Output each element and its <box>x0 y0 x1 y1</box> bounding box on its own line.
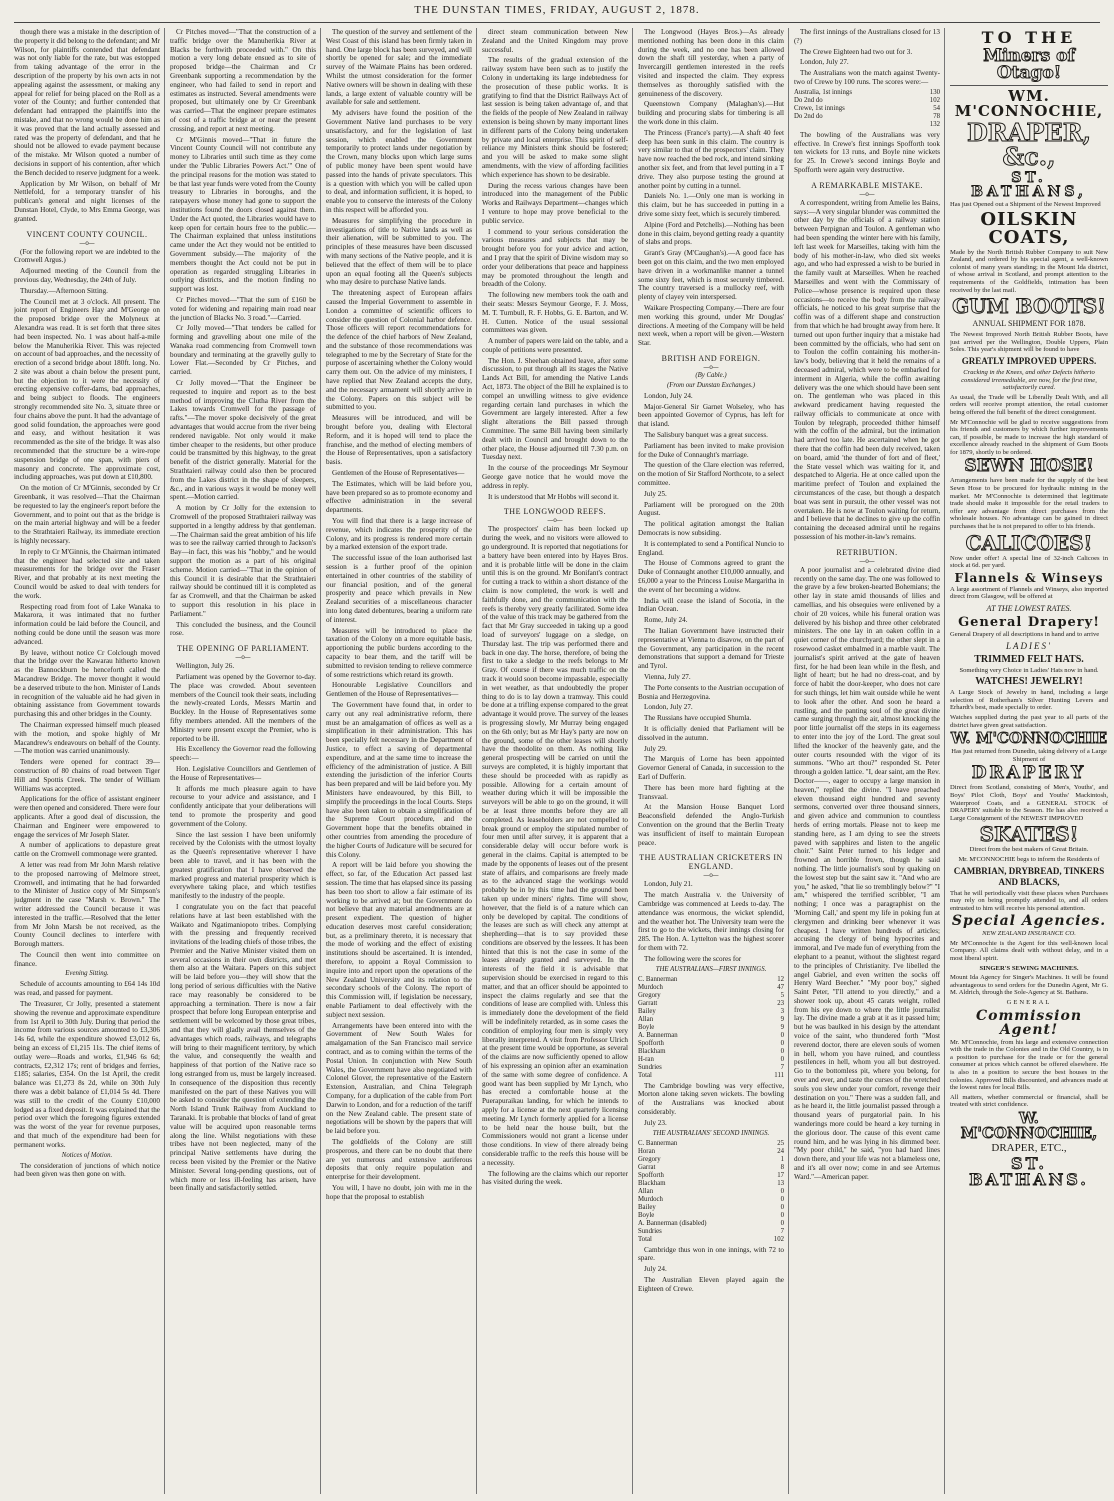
article-paragraph: Waikare Prospecting Company.—There are four men working this ground, under Mr Douglas' directions. A meeting of the Company will be held next week, when a report will be given.—Western Star. <box>638 303 784 348</box>
ad-improved-note: Cracking in the Knees, and other Defects hitherto considered irremediable, are now, for the first time, satisfactorily cured. <box>961 368 1097 392</box>
score-row <box>794 121 940 129</box>
article-paragraph: The Crewe Eighteen had two out for 3. <box>800 47 913 56</box>
player-score: 0 <box>780 1039 784 1047</box>
player-name: Bailey <box>638 1203 656 1211</box>
article-paragraph: Cr Pitches moved—"That the sum of £160 be voted for widening and repairing main road near the junction of Blacks No. 3 road."—Carried. <box>170 295 316 322</box>
article-paragraph: A report will be laid before you showing the effect, so far, of the Education Act passed last session. The time that has elapsed since its passing has been too short to allow a fair estimate of its working to be arrived at; but the Government do not believe that any material amendments are at present expedient. The question of higher education deserves most careful consideration; but, as a preliminary thereto, it is necessary that the mode of working and the effect of existing institutions should be ascertained. It is intended, therefore, to appoint a Royal Commission to inquire into and report upon the operations of the New Zealand University and its relation to the secondary schools of the Colony. The report of this Commission will, if legislation be necessary, enable Parliament to deal effectively with the subject next session. <box>326 861 472 1019</box>
player-name: H-ran <box>638 1055 654 1063</box>
article-paragraph: The Marquis of Lorne has been appointed Governor General of Canada, in succession to the Earl of Dufferin. <box>638 755 784 781</box>
player-score: 1 <box>780 1155 784 1163</box>
heading-ornament: —o— <box>859 190 875 198</box>
column-2 <box>170 28 321 1494</box>
article-paragraph: The Longwood (Hayes Bros.)—As already mentioned nothing has been done in this claim during the week, and no one has been allowed down the shaft till yesterday, when a party of Invercargill gentlemen interested in the reefs visited and inspected the claim. They express themselves as thoroughly satisfied with the genuineness of the discovery. <box>638 28 784 98</box>
score-row <box>794 97 940 105</box>
player-score: 17 <box>777 1171 784 1179</box>
score-row <box>638 1064 784 1072</box>
article-paragraph: London, July 24. <box>644 391 693 400</box>
score-row <box>638 1196 784 1204</box>
player-score: 0 <box>780 1055 784 1063</box>
article-heading: VINCENT COUNTY COUNCIL. <box>26 229 148 239</box>
player-name <box>794 121 918 129</box>
article-paragraph: The Australian Eleven played again the Eighteen of Crewe. <box>638 1275 784 1293</box>
article-paragraph: It is contemplated to send a Pontifical Nuncio to England. <box>638 539 784 557</box>
player-score: 0 <box>780 1047 784 1055</box>
player-score: 102 <box>773 1235 784 1243</box>
ad-watches-heading: WATCHES! JEWELRY! <box>975 676 1083 688</box>
score-row <box>638 1204 784 1212</box>
article-paragraph: On the motion of Cr M'Ginnis, seconded by Cr Greenbank, it was resolved—That the Chairman be requested to lay the engineer's report before the Government, and to point out that as the bridge is on the main arterial highway and will be a feeder to the Strathtaieri Railway, its immediate erection is highly necessary. <box>14 484 160 546</box>
player-name: Blackham <box>638 1047 666 1055</box>
ad-drapery-heading: DRAPERY <box>971 763 1087 784</box>
article-paragraph: I commend to your serious consideration the various measures and subjects that may be brought before you for your advice and action, and I pray that the spirit of Divine wisdom may so order your deliberations that peace and happiness may be promoted throughout the length and breadth of the Colony. <box>482 227 628 289</box>
score-row <box>638 1016 784 1024</box>
article-paragraph: Daniels No. 1.—Only one man is working in this claim, but he has succeeded in putting in a drive some sixty feet, which is securely timbered. <box>638 192 784 218</box>
ad-suggestions-text: Mr M'Connochie will be glad to receive suggestions from his friends and customers by which further improvements can, if possible, be made to increase the high standard of excellence already reached in the shipment of Gum Boots for 1879, shortly to be ordered. <box>950 418 1108 456</box>
article-paragraph: Honourable Legislative Councillors and Gentlemen of the House of Representatives— <box>326 681 472 699</box>
article-paragraph: July 23. <box>644 1118 667 1127</box>
score-row <box>638 1048 784 1056</box>
article-paragraph: Tenders were opened for contract 39—construction of 80 chains of road between Tiger Hill and Spottis Creek. The tender of William Williams was accepted. <box>14 758 160 793</box>
article-paragraph: It is officially denied that Parliament will be dissolved in the autumn. <box>638 724 784 742</box>
article-paragraph: July 29. <box>644 744 667 753</box>
ad-opened-text: Has just Opened out a Shipment of the Newest Improved <box>950 201 1101 208</box>
heading-ornament: —o— <box>703 872 719 880</box>
column-5 <box>638 28 789 1494</box>
player-name: Sundries <box>638 1227 662 1235</box>
score-row <box>638 1164 784 1172</box>
ad-sewn-hose-text: Arrangements have been made for the supply of the best Sewn Hose to be procured for hydraulic mining in the market. Mr M'Connochie is determined that legitimate trade should make it impossible for the retail traders to offer any advantage from direct purchases from the wholesale houses. No advantage can be gained in direct purchases that he is not prepared to offer to his friends. <box>950 477 1108 531</box>
article-paragraph: I congratulate you on the fact that peaceful relations have at last been established with the Waikato and Ngatimaniopoto tribes. Complying with the pressing and frequently received invitations of the leading chiefs of those tribes, the Premier and the Native Minister visited them on several occasions in their own districts, and met them also at the Waitara. Papers on this subject will be laid before you—they will show that the long period of serious difficulties with the Native race may reasonably be considered to be approaching a termination. There is now a fair prospect that before long European enterprise and settlement will be welcomed by those great tribes, and that they will gladly avail themselves of the advantages which roads, railways, and telegraphs will bring to their magnificent territory, by which the value, and consequently the wealth and happiness of that portion of the Native race so long estranged from us, must be largely increased. In consequence of the disposition thus recently manifested on the part of these Natives you will be asked to consider the question of extending the North Island Trunk Railway from Auckland to Taranaki. It is probable that blocks of land of great value will be acquired upon reasonable terms along the line. Whilst negotiations with these tribes have not been neglected, many of the principal Native settlements have during the recess been visited by the Premier or the Native Minister. Several long-pending questions, out of which more or less ill-feeling has arisen, have been finally and satisfactorily settled. <box>170 902 316 1193</box>
article-paragraph: At the Mansion House Banquet Lord Beaconsfield defended the Anglo-Turkish Convention on the ground that the Berlin Treaty was insufficient of itself to maintain European peace. <box>638 803 784 847</box>
player-score: 0 <box>780 1195 784 1203</box>
player-name: Allan <box>638 1187 654 1195</box>
player-name: Bailey <box>638 1007 656 1015</box>
player-name: Crewe, 1st innings <box>794 104 845 112</box>
heading-ornament: —o— <box>235 654 251 662</box>
article-paragraph: Parliament was opened by the Governor to-day. The place was crowded. About seventeen members of the Council took their seats, including the newly-created Lords, Messrs Martin and Buckley. In the House of Representatives some fifty members attended. All the members of the Ministry were present except the Premier, who is reported to be ill. <box>170 672 316 743</box>
article-paragraph: (For the following report we are indebted to the Cromwell Argus.) <box>14 247 160 265</box>
ad-improved-heading: GREATLY IMPROVED UPPERS. <box>961 355 1097 366</box>
player-score: 47 <box>777 983 784 991</box>
article-paragraph: You will find that there is a large increase of revenue, which indicates the prosperity of the Colony, and its progress is rendered more certain by a marked extension of the export trade. <box>326 517 472 552</box>
player-score: 130 <box>929 88 940 96</box>
player-name: Murdoch <box>638 1195 663 1203</box>
article-paragraph: Gentlemen of the House of Representatives— <box>332 469 465 478</box>
player-score: 24 <box>777 1147 784 1155</box>
article-paragraph: The match Australia v. the University of Cambridge was commenced at Leeds to-day. The attendance was enormous, the wicket splendid, and the weather hot. The University team were the first to go to the wickets, their innings closing for 285. The Hon. A. Lyttelton was the highest scorer for them with 72. <box>638 891 784 952</box>
article-paragraph: Wellington, July 26. <box>176 662 235 671</box>
player-name: Spofforth <box>638 1039 664 1047</box>
article-paragraph: The House of Commons agreed to grant the Duke of Connaught another £10,000 annually, and £6,000 a year to the Princess Louise Margaritha in the event of her becoming a widow. <box>638 559 784 594</box>
ad-watches-note: Watches supplied during the past year to all parts of the district have given great satisfaction. <box>950 713 1108 729</box>
player-score: 23 <box>777 999 784 1007</box>
article-paragraph: The question of the survey and settlement of the West Coast of this island has been firmly taken in hand. One large block has been surveyed, and will shortly be opened for sale; and the immediate survey of the Waimate Plains has been ordered. Whilst the utmost consideration for the former Native owners will be shown in dealing with these lands, a large extent of valuable country will be available for sale and settlement. <box>326 28 472 107</box>
player-score: 132 <box>929 120 940 128</box>
article-paragraph: A poor journalist and a celebrated divine died recently on the same day. The one was followed to the grave by a few broken-hearted Bohemians; the other lay in state amid thousands of lilies and camellias, and his obsequies were enlivened by a choir of 20 voices, while his funeral oration was delivered by his bishop and three other celebrated ministers. The one lay in an oaken coffin in a quiet corner of the churchyard; the other slept in a rosewood casket embalmed in a marble vault. The journalist's spirit arrived at the gate of heaven first, for he had been lean while in the flesh, and light of heart; but he had no dress-coat, and by force of habit the door-keeper, who does not care for such things, let him wait outside while he went to look after the other. And soon he heard a rustling, and the panting soul of the great divine came surging through the air, almost knocking the poor little journalist off the steps in its eagerness to enter into the joy of the Lord. The great soul lifted the knocker of the heavenly gate, and the outer courts resounded with the vigor of its summons. "Who art thou?" responded St. Peter through a golden lattice. "I, dear saint, am the Rev. Doctor——, eager to occupy a large mansion in heaven," replied the divine. "I have preached eleven thousand eight hundred and seventy sermons, converted over three thousand sinners, and given advice and communion to countless herds of erring mortals. Please not to keep me standing here, as I am dying to see the streets paved with sapphires and listen to the angelic choir." Saint Peter turned to his ledger and frowned an horrible frown, though he said nothing. The little journalist's soul by quaking on the lowest step but the saint saw it. "And who are you," he asked, "that lie so tremblingly below?" "I am," whispered the terrified scribbler, "I am nothing; I once was a paragraphist on the 'Morning Call,' and spent my life in poking fun at clergymen and drinking beer whenever it was cheapest. I have written hundreds of articles; accusing the clergy of being hypocrites and immoral, and I've made fun of everything from the elephant to a peanut, without the slightest regard to the principles of Christianity. I've libelled the angel Gabriel, and even written the socks off Henry Ward Beecher." "My poor boy," sighed Saint Peter, "I'll attend to you directly," and a shower took up, about 45 carats weight, rolled from his eye down to where the little journalist lay. The divine made a grab at it as it passed him; but he was baulked in his design by the attendant voice of the saint, who thundered forth "Most reverend doctor, there are eleven souls of women in hell, whom you have ruined, and countless pestilences in hell, whom you all but destroyed. Go to the bottomless pit, where you belong, for ever and ever, and taste the curses of the wretched souls you slew under your comfort, revenge their destination on you." There was a sudden fall, and as he heard it, the little journalist passed through a thousand years of purgatorial pain. In his wanderings more could be heard a key turning in the glorious door. The cause of this event came round him, and he was lying in his dimmed beer. "My poor child," he said, "you had hard lines down there, and your life was not a blameless one, and it's all over now; come in and see Artemus Ward."—American paper. <box>794 565 940 1181</box>
article-paragraph: The Australians won the match against Twenty-two of Crewe by 100 runs. The scores were:— <box>794 69 940 86</box>
article-paragraph: A number of papers were laid on the table, and a couple of petitions were presented. <box>482 337 628 354</box>
score-row <box>638 984 784 992</box>
ad-calicoes-text: Now under offer! A special line of 32-inch Calicoes in stock at 6d. per yard. <box>950 554 1108 570</box>
article-paragraph: Adjourned meeting of the Council from the previous day, Wednesday, the 24th of July. <box>14 267 160 284</box>
heading-ornament: —o— <box>703 363 719 371</box>
article-paragraph: The Princess (France's party).—A shaft 40 feet deep has been sunk in this claim. The country is very similar to that of the prospectors' claim. They have now reached the bed rock, and intend sinking another six feet, and from that level putting in a T drive. They also purpose testing the ground at another point by cutting in a tunnel. <box>638 128 784 190</box>
ad-returned-text: Has just returned from Dunedin, taking delivery of a Large Shipment of <box>951 748 1107 763</box>
article-paragraph: Measures will be introduced to place the taxation of the Colony on a more equitable basis, apportioning the public burdens according to the capacity to bear them, and the tariff will be submitted to revision tending to relieve commerce of some restrictions which retard its growth. <box>326 626 472 679</box>
ad-divider <box>950 85 1108 86</box>
article-paragraph: London, July 27. <box>644 703 693 712</box>
ad-flannels-heading: Flannels & Winseys <box>954 570 1104 585</box>
player-name: A. Bannerman (disabled) <box>638 1219 707 1227</box>
article-paragraph: The Chairman expressed himself much pleased with the motion, and spoke highly of Mr Macandrew's endeavours on behalf of the County.—The motion was carried unanimously. <box>14 720 160 756</box>
column-4 <box>482 28 633 1494</box>
player-name: Do 2nd do <box>794 96 823 104</box>
article-paragraph: In the course of the proceedings Mr Seymour George gave notice that he would move the address in reply. <box>482 464 628 490</box>
article-paragraph: A motion by Cr Jolly for the extension to Cromwell of the proposed Strathtaieri railway was supported in a lengthy address by that gentleman.—The Chairman said the great ambition of his life was to see the railway carried through to Jackson's Bay—in fact, this was his "hobby," and he would support the motion as a part of his original scheme. Motion carried—"That in the opinion of this Council it is desirable that the Strathtaieri railway should be continued till it is completed as far as Cromwell, and that the Chairman be asked to support this resolution in his place in Parliament." <box>170 504 316 618</box>
article-paragraph: direct steam communication between New Zealand and the United Kingdom may prove successful. <box>482 28 628 54</box>
score-row <box>638 1236 784 1244</box>
article-paragraph: London, July 21. <box>644 880 693 889</box>
player-name: Allan <box>638 1015 654 1023</box>
score-table <box>638 976 784 1080</box>
ad-general-drapery-heading: General Drapery! <box>958 615 1100 630</box>
score-row <box>638 976 784 984</box>
score-row <box>638 1024 784 1032</box>
article-paragraph: A number of applications to depasture great cattle on the Cromwell commonage were granted. <box>14 841 160 859</box>
ad-trade: DRAPER, &c., <box>966 118 1092 171</box>
article-paragraph: Queenstown Company (Malaghan's).—Hut building and procuring slabs for timbering is all the work done in this claim. <box>638 100 784 126</box>
article-paragraph: The Government have found that, in order to carry out any real administrative reform, there must be an amalgamation of offices as well as a simplification in their administration. This has been specially felt necessary in the Department of Justice, to effect a saving of departmental expenditure, and at the same time to increase the efficiency of the administration of justice. A Bill extending the jurisdiction of the inferior Courts has been prepared and will be laid before you. My Ministers have endeavoured, by this Bill, to simplify the proceedings in the local Courts. Steps have also been taken to obtain a simplification of the Supreme Court procedure, and the Government hope that the benefits obtained in other countries from amending the procedure of the higher Courts of Judicature will be secured for this Colony. <box>326 700 472 859</box>
heading-ornament: —o— <box>79 239 95 247</box>
article-paragraph: The following new members took the oath and their seats: Messrs Seymour George, F. J. Moss, M. T. Turnbull, R. F. Hobbs, G. E. Barton, and W. H. Cutten. Notice of the usual sessional committees was given. <box>482 291 628 335</box>
article-paragraph: There has been more hard fighting at the Transvaal. <box>638 783 784 801</box>
ad-matters-text: All matters, whether commercial or financial, shall be treated with strict confidence. <box>950 1093 1108 1109</box>
player-name: Australia, 1st innings <box>794 88 852 96</box>
article-paragraph: It affords me much pleasure again to have recourse to your advice and assistance, and I confidently anticipate that your deliberations will tend to promote the prosperity and good government of the Colony. <box>170 784 316 828</box>
article-paragraph: His Excellency the Governor read the following speech:— <box>170 745 316 763</box>
header-rule <box>14 22 1100 23</box>
ad-commission-pre: GENERAL <box>1006 999 1052 1007</box>
player-name: Murdoch <box>638 983 663 991</box>
ad-commission-text: Mr. M'Connochie, from his large and extensive connection with the trade in the Colonies and in the Old Country, is in a position to purchase for the trade or for the general consumer at prices which cannot be offered elsewhere. He is also in a position to secure the best houses in the colonies. Approved Bills discounted, and advances made at the lowest rates for local Bills. <box>950 1038 1108 1092</box>
score-row <box>638 1156 784 1164</box>
article-paragraph: By leave, without notice Cr Colclough moved that the bridge over the Kawarau hitherto known as the Bannockburn be henceforth called the Macandrew Bridge. The mover thought it would be a deserved tribute to the hon. Minister of Lands in recognition of the valuable aid he had given in obtaining assistance from Government towards purchasing this and other bridges in the County. <box>14 648 160 719</box>
article-paragraph: The Hon. J. Sheehan obtained leave, after some discussion, to put through all its stages the Native Lands Act Bill, for amending the Native Lands Act, 1873. The object of the Bill he explained is to compel an unwilling witness to give evidence regarding certain land purchases in which the Government are largely interested. After a few slight alterations the Bill passed through Committee. The same Bill having been similarly dealt with in Council and brought down to the other place, the House adjourned till 7.30 p.m. on Tuesday next. <box>482 356 628 462</box>
article-paragraph: The Italian Government have instructed their representative at Vienna to disavow, on the part of the Government, any participation in the recent demonstrations that support a demand for Trieste and Tyrol. <box>638 627 784 671</box>
column-1 <box>14 28 165 1494</box>
player-score: 54 <box>933 104 940 112</box>
article-paragraph: Cr M'Ginnis moved—"That in future the Vincent County Council will not contribute any money to Libraries until such time as they come under the 'Public Libraries Powers Act.'" One of the principal reasons for the motion was stated to be that last year funds were voted from the County treasury to Libraries in boroughs, and the ratepayers whose money had gone to support the institutions found the doors closed against them. Under the Act quoted, the Libraries would have to keep open for certain hours free to the public.—The Chairman explained that unless institutions came under the Act they would not be entitled to Government subsidy.—The majority of the members thought the Act could not be put in operation as regarded struggling Libraries in outlying districts, and the motion finding no support was lost. <box>170 135 316 294</box>
article-paragraph: India will cease the island of Socotia, in the Indian Ocean. <box>638 596 784 614</box>
ad-ladies-label: LADIES' <box>1006 640 1052 651</box>
article-heading: A REMARKABLE MISTAKE. <box>811 180 923 190</box>
player-name: C. Bannerman <box>638 975 678 983</box>
article-subheading: (From our Dunstan Exchanges.) <box>666 381 756 389</box>
player-score: 3 <box>780 1007 784 1015</box>
article-paragraph: It is understood that Mr Hobbs will second it. <box>488 492 619 501</box>
ad-hats-text: Something very Choice in Ladies' Hats now in hand. <box>959 666 1099 674</box>
article-heading: BRITISH AND FOREIGN. <box>661 353 761 363</box>
article-paragraph: Arrangements have been entered into with the Government of New South Wales for amalgamation of the San Francisco mail service contract, and as to coming within the terms of the Postal Union. In conjunction with New South Wales, the Government have also negotiated with Colonel Glover, the representative of the Eastern Extension, Australian, and China Telegraph Company, for a duplication of the cable from Port Darwin to London, and for a reduction of the tariff on the New Zealand cable. The present state of negotiations will be shown by the papers that will be laid before you. <box>326 1021 472 1136</box>
score-row <box>794 105 940 113</box>
article-paragraph: The Estimates, which will be laid before you, have been prepared so as to promote economy and effective administration in the several departments. <box>326 479 472 515</box>
score-row <box>638 1140 784 1148</box>
article-heading: THE OPENING OF PARLIAMENT. <box>176 644 310 654</box>
ad-singer-heading: SINGER'S SEWING MACHINES. <box>979 964 1079 972</box>
player-name: Blackham <box>638 1179 666 1187</box>
player-name: Horan <box>638 1147 655 1155</box>
ad-cambrian-text: That he will periodically visit these places when Purchases may rely on being promptly attended to, and all orders entrusted to him will receive his personal attention. <box>950 889 1108 912</box>
article-paragraph: Hon. Legislative Councillors and Gentlemen of the House of Representatives— <box>170 764 316 782</box>
article-paragraph: The question of the Clare election was referred, on the motion of Sir Stafford Northcote, to a select committee. <box>638 461 784 488</box>
ad-gumboots-sub: ANNUAL SHIPMENT FOR 1878. <box>972 319 1086 329</box>
score-row <box>638 992 784 1000</box>
column-6 <box>794 28 945 1494</box>
ad-cambrian-heading: CAMBRIAN, DRYBREAD, TINKERS AND BLACKS, <box>953 865 1105 887</box>
player-score: 12 <box>777 975 784 983</box>
article-paragraph: London, July 27. <box>800 58 849 67</box>
score-row <box>638 1228 784 1236</box>
article-paragraph: The bowling of the Australians was very effective. In Crewe's first innings Spofforth took ten wickets for 13 runs, and Boyle nine wickets for 25. In Crewe's second innings Boyle and Spofforth were again very destructive. <box>794 130 940 174</box>
ad-agencies-sub: NEW ZEALAND INSURANCE CO. <box>982 930 1076 938</box>
player-score: 25 <box>777 1139 784 1147</box>
score-row <box>638 1056 784 1064</box>
score-row <box>638 1220 784 1228</box>
article-paragraph: Respecting road from foot of Lake Wanaka to Makarora, it was intimated that no further information could be laid before the Council, and nothing could be done until the season was more advanced. <box>14 602 160 646</box>
article-heading: THE AUSTRALIAN CRICKETERS IN ENGLAND. <box>639 853 783 872</box>
score-row <box>794 113 940 121</box>
score-row <box>638 1000 784 1008</box>
article-paragraph: Schedule of accounts amounting to £64 14s 10d was read, and passed for payment. <box>14 980 160 998</box>
player-score: 0 <box>780 1219 784 1227</box>
article-paragraph: A letter was read from Mr John Marsh relative to the proposed narrowing of Melmore street, Cromwell, and intimating that he had forwarded to the Minister of Justice copy of Mr Simpson's judgment in the case "Marsh v. Brown." The writer addressed the Council because it was interested in the traffic.—Resolved that the letter from Mr John Marsh be not received, as the County Council declines to interfere with Borough matters. <box>14 860 160 949</box>
score-row <box>638 1032 784 1040</box>
article-paragraph: Parliament has been invited to make provision for the Duke of Connaught's marriage. <box>638 441 784 459</box>
article-paragraph: July 25. <box>644 489 667 498</box>
score-table <box>638 1140 784 1244</box>
score-row <box>638 1040 784 1048</box>
columns <box>14 28 1108 1494</box>
article-paragraph: The Treasurer, Cr Jolly, presented a statement showing the revenue and approximate expenditure from 1st April to 30th July. During that period the income from various sources amounted to £3,306 14s 6d, while the expenditure showed £3,012 6s, being an excess of £1,215 11s. The chief items of outlay were—Roads and works, £1,946 6s 6d; contracts, £2,312 17s; rent of bridges and ferries, £185; salaries, £354. On the 1st April, the credit balance was £1,273 8s 2d, while on 30th July there was a debit balance of £1,014 5s 4d. There was still to the credit of the County £10,000 lodged as a fixed deposit. It was explained that the period over which the foregoing figures extended was the worst of the year for revenue purposes, and that much of the expenditure had been for permanent works. <box>14 1000 160 1149</box>
score-row <box>638 1148 784 1156</box>
player-score: 9 <box>780 1023 784 1031</box>
ad-footer-town: ST. BATHANS. <box>969 1153 1089 1189</box>
article-paragraph: The following are the claims which our reporter has visited during the week. <box>482 1169 628 1187</box>
article-paragraph: Parliament will be prorogued on the 20th August. <box>638 500 784 518</box>
player-name: Total <box>638 1071 652 1079</box>
ad-singer-text: Mount Ida Agency for Singer's Machines. It will be found advantageous to send orders for the Dunedin Agent, Mr G. M. Aldrich, through the Sole-Agency at St. Bathans. <box>950 974 1108 997</box>
article-paragraph: Applications for the office of assistant engineer were then opened and considered. There were four applicants. After a good deal of discussion, the Chairman and Engineer were empowered to engage the services of Mr Joseph Slater. <box>14 795 160 839</box>
article-paragraph: Alpine (Ford and Petchells).—Nothing has been done in this claim, beyond getting ready a quantity of slabs and props. <box>638 220 784 247</box>
score-row <box>638 1072 784 1080</box>
player-name: Gregory <box>638 991 661 999</box>
player-score: 0 <box>780 1211 784 1219</box>
article-paragraph: The threatening aspect of European affairs caused the Imperial Government to assemble in London a committee of scientific officers to consider the question of Colonial harbor defence. Those officers will report recommendations for the defence of the chief harbors of New Zealand, and the substance of those recommendations was telegraphed to me by the Secretary of State for the purpose of ascertaining whether the Colony would carry them out. On the advice of my ministers, I have replied that New Zealand accepts the duty, and the necessary armament will shortly arrive in the Colony. Papers on this subject will be submitted to you. <box>326 289 472 412</box>
article-paragraph: The political agitation amongst the Italian Democrats is now subsiding. <box>638 520 784 538</box>
article-paragraph: Measures for simplifying the procedure in investigations of title to Native lands as well as their alienation, will be submitted to you. The principles of these measures have been discussed with many sections of the Native people, and it is believed that the effect of them will be to place upon an equal footing all the Queen's subjects who may desire to purchase Native lands. <box>326 216 472 287</box>
player-score: 7 <box>780 1227 784 1235</box>
article-paragraph: The Cambridge bowling was very effective, Morton alone taking seven wickets. The bowling of the Australians was knocked about considerably. <box>638 1081 784 1116</box>
player-name: Garrat <box>638 1163 656 1171</box>
score-row <box>638 1212 784 1220</box>
article-paragraph: The Porte consents to the Austrian occupation of Bosnia and Herzegovina. <box>638 683 784 701</box>
article-paragraph: You will, I have no doubt, join with me in the hope that the proposal to establish <box>326 1184 472 1201</box>
article-paragraph: Grant's Gray (M'Caughan's).—A good face has been got on this claim, and the two men employed have driven in a workmanlike manner a tunnel some sixty feet, which is most securely timbered. The country traversed is a mullocky reef, with plenty of clayey vein interspersed. <box>638 249 784 302</box>
score-row <box>638 1008 784 1016</box>
ad-firm-name-2: W. M'CONNOCHIE <box>950 729 1108 748</box>
article-paragraph: Cambridge thus won in one innings, with 72 to spare. <box>638 1245 784 1263</box>
ad-headline-miners: Miners of Otago! <box>983 46 1075 83</box>
article-paragraph: Cr Pitches moved—"That the construction of a traffic bridge over the Manuherikia River at Blacks be forthwith proceeded with." On this motion a very long debate ensued as to site of proposed bridge—the Chairman and Cr Greenbank supporting a recommendation by the engineer, who had failed to send in report and estimates as instructed. Several amendments were proposed, but ultimately one by Cr Greenbank was carried—That the engineer prepare estimates of cost of a traffic bridge at or near the present crossing, and report at next meeting. <box>170 28 316 133</box>
article-paragraph: Measures will be introduced, and will be brought before you, dealing with Electoral Reform, and it is hoped will tend to place the franchise, and the method of electing members of the House of Representatives, upon a satisfactory basis. <box>326 414 472 467</box>
ad-agencies-text: Mr M'Connochie is the Agent for this well-known local Company. All claims dealt with without delay, and in a most liberal spirit. <box>950 939 1108 963</box>
article-paragraph: though there was a mistake in the description of the property it did belong to the defendant; and Mr Wilson, for plaintiffs contended that defendant was not only liable for the rate, but was estopped from taking advantage of the error in the description of the property by his own acts in not appealing against the assessment, or making any appeal for relief for being placed on the Roll as a voter of the County; and further contended that defendant had entrapped the plaintiffs into the mistake, and that no wrong would be done him as it was proved that the land actually assessed and rated was the property of defendant, and that he should not be allowed to evade payment because of the mistake. Mr Wilson quoted a number of decisions in support of his contention, after which the Bench decided to reserve judgment for a week. <box>14 28 160 177</box>
article-paragraph: The consideration of junctions of which notice had been given was then gone on with. <box>14 1161 160 1179</box>
ad-firm-name: WM. M'CONNOCHIE, <box>954 87 1104 120</box>
article-paragraph: A correspondent, writing from Amelie les Bains, says:—A very singular blunder was committed the other day by the officials of a railway station between Perpignan and Toulon. A gentleman who had been spending the winter here with his family, left last week for Marseilles, taking with him the body of his mother-in-law, who died six weeks ago, and who had expressed a wish to be buried in the family vault at Marseilles. When he reached Marseilles and went with the Commissary of Police—whose presence is required upon these occasions—to receive the body from the railway officials, he noticed to his great surprise that the coffin was of a different shape and construction from that which he had brought away from here. It turned out upon further inquiry that a mistake had been committed by the officials, who had sent on to Toulon the coffin containing his mother-in-law's body, believing that it held the remains of a deceased admiral, which were to be embarked for interment in Algeria, while the coffin awaiting delivery was the one which should have been sent on. The gentleman who was placed in this awkward predicament having requested the railway officials to communicate at once with Toulon by telegraph, proceeded thither himself with the coffin of the admiral, but the intimation had arrived too late. He ascertained when he got there that the coffin had been duly received, taken on board, amid 'the thunder of fort and of fleet,' the State vessel which was waiting for it, and despatched to Algeria. He at once called upon the maritime prefect of Toulon and explained the circumstances of the case, but though a despatch boat was sent in pursuit, the other vessel was not overtaken. He is now at Toulon waiting for return, and I believe that he declines to give up the coffin containing the deceased admiral until he regains possession of his mother-in-law's remains. <box>794 198 940 542</box>
player-score: 111 <box>774 1071 784 1079</box>
player-name: Boyle <box>638 1023 655 1031</box>
ad-headline-to-the: TO THE <box>981 28 1077 47</box>
ad-lowest-rates: AT THE LOWEST RATES. <box>986 604 1072 613</box>
heading-ornament: —o— <box>547 517 563 525</box>
ad-gumboots-text: The Newest Improved North British Rubber Boots, have just arrived per the Wellington, Double Uppers, Plain Soles. This year's shipment will be found to have <box>950 331 1108 354</box>
article-paragraph: The goldfields of the Colony are still prosperous, and there can be no doubt that there are yet numerous and extensive auriferous deposits that only require population and enterprise for their development. <box>326 1138 472 1182</box>
score-row <box>638 1172 784 1180</box>
score-table-caption: THE AUSTRALIANS—FIRST INNINGS. <box>655 965 767 973</box>
article-paragraph: During the recess various changes have been introduced into the management of the Public Works and Railways Department—changes which I venture to hope may prove beneficial to the public service. <box>482 181 628 225</box>
player-score: 102 <box>929 96 940 104</box>
ad-oilskin-text: Made by the North British Rubber Company to suit New Zealand, and ordered by his special agent, a well-known colonist of many years standing; in the Mount Ida district, of whose arrival in Scotland, and prompt attention to the requirements of the Goldfields, intimation has been received by the last mail. <box>950 248 1108 294</box>
article-paragraph: My advisers have found the position of the Government Native land purchases to be very unsatisfactory, and for the legislation of last session, which enabled the Government temporarily to protect lands under negotiation by the Crown, many blocks upon which large sums of public money have been spent would have passed into the hands of private speculators. This is a question with which you will be called upon to deal, and information sufficient, it is hoped, to enable you to conserve the interests of the Colony in this respect will be afforded you. <box>326 109 472 214</box>
player-score: 0 <box>780 1203 784 1211</box>
article-paragraph: Application by Mr Wilson, on behalf of Mr Nettlefold, for a temporary transfer of his publican's general and night licenses of the Dunstan Hotel, Clyde, to Mrs Emma George, was granted. <box>14 179 160 223</box>
player-name: A. Bannerman <box>638 1031 678 1039</box>
ad-dealt-text: As usual, the Trade will be Liberally Dealt With, and all orders will receive prompt attention, the retail customer being offered the full benefit of the direct consignment. <box>950 393 1108 416</box>
article-heading: RETRIBUTION. <box>836 547 898 557</box>
article-paragraph: Cr Jolly moved—"That tenders be called for forming and gravelling about one mile of the Wanaka road commencing from Cromwell town boundary and terminating at the gravelly gully to Lower Flat.—Seconded by Cr Pitches, and carried. <box>170 324 316 377</box>
player-name: Garratt <box>638 999 658 1007</box>
ad-skates-heading: SKATES! <box>979 822 1079 847</box>
article-paragraph: Major-General Sir Garnet Wolseley, who has been appointed Governor of Cyprus, has left for that island. <box>638 402 784 429</box>
article-paragraph: The successful issue of the loan authorised last session is a further proof of the opinion entertained in other countries of the stability of our financial position, and of the general prosperity and peace which prevails in New Zealand securities of a miscellaneous character into long dated debentures, bearing a uniform rate of interest. <box>326 554 472 624</box>
column-3 <box>326 28 477 1494</box>
ad-skates-text: Direct from the best makers of Great Britain. <box>969 846 1089 854</box>
ad-agencies-heading: Special Agencies. <box>951 913 1107 930</box>
player-score: 78 <box>933 112 940 120</box>
article-paragraph: The Salisbury banquet was a great success. <box>644 431 768 440</box>
player-score: 0 <box>780 1187 784 1195</box>
ad-town: ST. BATHANS, <box>971 170 1087 200</box>
ad-commission-heading: Commission Agent! <box>975 1007 1083 1038</box>
player-name: Gregory <box>638 1155 661 1163</box>
ad-calicoes-heading: CALICOES! <box>965 530 1093 555</box>
player-score: 7 <box>780 1063 784 1071</box>
advertisement-column <box>950 28 1112 1494</box>
article-paragraph: Thursday.—Afternoon Sitting. <box>20 286 108 295</box>
score-table <box>794 89 940 129</box>
player-score: 0 <box>780 1031 784 1039</box>
player-name: Spofforth <box>638 1171 664 1179</box>
article-paragraph: Vienna, July 27. <box>644 673 691 681</box>
article-paragraph: The Council met at 3 o'clock. All present. The joint report of Engineers Hay and M'George on the proposed bridge over the Molyneux at Alexandra was read. It is set forth that three sites had been inspected. No. 1 was about half-a-mile below the Manuherikia River. This was rejected on account of bad approaches, and the necessity of erection of a second bridge about 180ft. long. No. 2 site was about a chain below the present punt, but the objection to it were the necessity of erecting expensive coffer-dams, bad approaches, and being subject to floods. The engineers strongly recommended site No. 3, situate three or four chains above the punt. It had the advantage of good solid foundation, the approaches were good and easy, and without hesitation it was recommended as the site of the bridge. It was also recommended that the structure be a wire-rope suspension bridge of one span, with piers of masonry and concrete. The approximate cost, including approaches, was put down at £10,800. <box>14 297 160 482</box>
heading-ornament: —o— <box>859 557 875 565</box>
article-paragraph: Since the last session I have been uniformly received by the Colonists with the utmost loyalty as the Queen's representative wherever I have been able to travel, and it has been with the greatest gratification that I have observed the marked progress and material prosperity which is everywhere taking place, and which testifies manifestly to the industry of the people. <box>170 830 316 901</box>
article-paragraph: The Russians have occupied Shumla. <box>644 714 752 723</box>
player-score: 13 <box>777 1179 784 1187</box>
article-paragraph: In reply to Cr M'Ginnis, the Chairman intimated that the engineer had selected site and taken measurements for the bridge over the Fraser River, and that probably at its next meeting the Council would be asked to deal with tenders for the work. <box>14 547 160 600</box>
article-subheading: Evening Sitting. <box>65 970 109 978</box>
player-name: Sundries <box>638 1063 662 1071</box>
ad-footer-name: W. M'CONNOCHIE, <box>960 1108 1098 1142</box>
page-header: THE DUNSTAN TIMES, FRIDAY, AUGUST 2, 1878. <box>414 4 700 16</box>
ad-oilskin-heading: OILSKIN COATS, <box>980 208 1078 248</box>
player-name: Boyle <box>638 1211 655 1219</box>
ad-drapery-text: Direct from Scotland, consisting of Men's, Youths', and Boys' Pilot Cloth, Boys' and Youths' Mackintosh, Waterproof Coats, and a GENERAL STOCK of DRAPERY suitable to the Season. He has also received a Large Consignment of the NEWEST IMPROVED <box>950 784 1108 822</box>
player-name: Total <box>638 1235 652 1243</box>
ad-inform-text: Mr. M'CONNOCHIE begs to inform the Residents of <box>958 855 1100 863</box>
ad-flannels-text: A large assortment of Flannels and Winseys, also imported direct from Glasgow, will be offered at <box>950 585 1108 601</box>
article-subheading: (By Cable.) <box>695 371 727 379</box>
player-name: C. Bannerman <box>638 1139 678 1147</box>
article-paragraph: The results of the gradual extension of the railway system have been such as to justify the Colony in undertaking its large indebtedness for the prosecution of these public works. It is gratifying to find that the District Railways Act of last session is being taken advantage of, and that the fields of the people of New Zealand in railway extension is being shown by many important lines in different parts of the Colony being undertaken by private and local enterprise. This spirit of self-reliance my Ministers think should be fostered; and you will be asked to make some slight amendments, with the view of affording facilities which experience has shown to be desirable. <box>482 56 628 179</box>
ad-hats-heading: TRIMMED FELT HATS. <box>974 653 1084 665</box>
ad-sewn-hose-heading: SEWN HOSE! <box>964 456 1094 477</box>
article-paragraph: Rome, July 24. <box>644 616 688 625</box>
article-subheading: Notices of Motion. <box>61 1151 113 1159</box>
article-paragraph: The following were the scores for <box>644 954 742 963</box>
article-paragraph: The Council then went into committee on finance. <box>14 950 160 968</box>
player-score: 5 <box>780 991 784 999</box>
article-heading: THE LONGWOOD REEFS. <box>503 507 607 517</box>
article-paragraph: The first innings of the Australians closed for 13 (?) <box>794 28 940 45</box>
player-score: 8 <box>780 1163 784 1171</box>
article-paragraph: Cr Jolly moved—"That the Engineer be requested to inquire and report as to the best method of improving the Clutha River from the Lakes towards Cromwell for the passage of rafts."—The mover spoke decisively of the great advantages that would accrue from the river being rendered navigable. Not only would it make timber cheaper to the residents, but other produce could be transmitted by this highway, to the great benefit of the district generally. Material for the Strathtaieri railway could also then be procured from the Lakes district in the shape of sleepers, &c., and in various ways it would be money well spent.—Motion carried. <box>170 379 316 502</box>
article-paragraph: This concluded the business, and the Council rose. <box>170 620 316 638</box>
score-row <box>794 89 940 97</box>
ad-footer-trade: DRAPER, ETC., <box>991 1141 1067 1154</box>
ad-gumboots-heading: GUM BOOTS! <box>952 294 1106 319</box>
player-name: Do 2nd do <box>794 112 823 120</box>
score-row <box>638 1188 784 1196</box>
player-score: 9 <box>780 1015 784 1023</box>
score-row <box>638 1180 784 1188</box>
score-table-caption: THE AUSTRALIANS' SECOND INNINGS. <box>652 1129 770 1137</box>
article-paragraph: July 24. <box>644 1265 667 1274</box>
ad-general-drapery-text: General Drapery of all descriptions in hand and to arrive <box>950 631 1100 638</box>
ad-watches-text: A Large Stock of Jewelry in hand, including a large selection of Rotherham's Silver Hunting Levers and Erhardt's best, made specially to order. <box>950 689 1108 712</box>
article-paragraph: The prospectors' claim has been locked up during the week, and no visitors were allowed to go underground. It is reported that negotiations for a battery have been entered into by Hayes Bros. and it is probable little will be done in the claim until this is on the ground. Mr Bonifant's contract for cutting a track to within a short distance of the claim is now completed, the work is well and faithfully done, and the communication with the reefs is thereby very greatly facilitated. Some idea of the value of this track may be gathered from the fact that Mr Gray succeeded in taking up a good load of surveyors' luggage on a sledge, on Thursday last. The trip was performed there and back in one day. The horse, therefore, of being the first to take a sledge to the reefs belongs to Mr Gray. Of course if there was much traffic on the track it would soon become impassable, especially in wet weather, as that undoubtedly the proper thing to do is to lay down a tramway. This could be done at a trifling expense compared to the great advantage it would prove. The survey of the leases is progressing slowly, Mr Murray being engaged on the 6th only; but as Mr Hay's party are now on the ground, some of the other leases will shortly have the theodolite on them. As nothing like general prospecting will be carried on until the surveys are completed, it is highly important that these should be proceeded with as rapidly as possible. Allowing for a certain amount of weather during which it will be impossible the surveyors will be able to go on the ground, it will be at least three months before they are all completed. As leaseholders are not compelled to break ground or employ the stipulated number of four men until after survey, it is apparent that a considerable delay will occur before work is general in the claims. Capital is attempted to be made by the opponents of leases out of the present state of affairs, and comparisons are freely made as to the advanced stage the workings would probably be in by this time had the ground been taken up under miners' rights. Time will show, however, that the field is of a nature which can only be developed by capital. The conditions of the leases are such as will check any attempt at shepherding—that is to say provided these conditions are observed by the lessees. It has been hinted that this is not the case in some of the leases already granted and surveyed. In the interests of the field it is advisable that supervision should be exercised in regard to this matter, and that an officer should be appointed to inspect the claims regularly and see that the conditions of lease are complied with. Unless this is immediately done the development of the field will be indefinitely retarded, as in some cases the condition of employing four men is simply very liberally interpreted. A visit from Professor Ulrich at the present time would be opportune, as several of the claims are now sufficiently opened to allow of his expressing an opinion after an examination of the same with some degree of confidence. A good want has been supplied by Mr Lynch, who has erected a comfortable house at the Puerapuraikau landing, for which he intends to apply for a license at the next quarterly licensing meeting. Mr Lynch formerly applied for a license to be held near the house built, but the Commissioners would not grant a license under those conditions. In view of there already being considerable traffic to the reefs this house will be a necessity. <box>482 525 628 1167</box>
